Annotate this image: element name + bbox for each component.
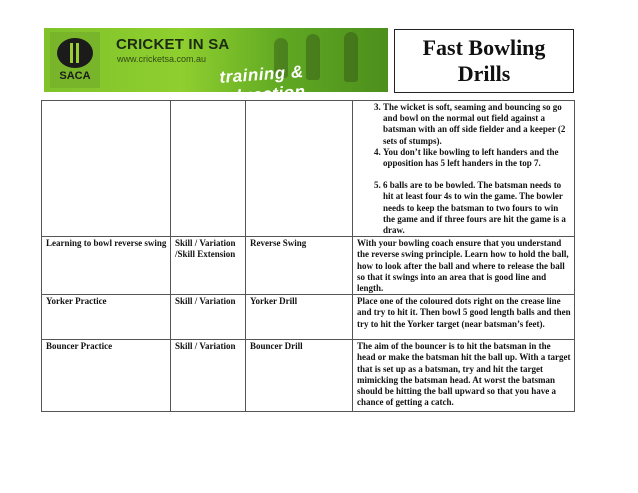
description-cell: With your bowling coach ensure that you understand the reverse swing principle. Learn how to hold the ball, how to look after the ball and where to release the ball so that it swings into an area that is good line and length. (353, 237, 575, 295)
continued-points-list (353, 102, 571, 236)
drills-table (41, 100, 575, 412)
point-item (383, 147, 571, 169)
saca-logo (50, 32, 100, 88)
banner-tagline: training & education (218, 62, 307, 107)
cricket-stumps-icon (57, 38, 93, 68)
activity-cell: Learning to bowl reverse swing (42, 237, 171, 295)
type-cell: Skill / Variation (171, 340, 246, 412)
title-line-2: Drills (457, 61, 511, 86)
description-cell: Place one of the coloured dots right on the crease line and try to hit it. Then bowl 5 good length balls and then try to hit the Yorker target (near batsman’s feet). (353, 295, 575, 340)
brand-name: CRICKET IN SA (116, 36, 230, 53)
table-row-continued (42, 101, 575, 237)
drill-cell: Reverse Swing (246, 237, 353, 295)
description-cell (353, 101, 575, 237)
point-text: 6 balls are to be bowled. The batsman needs to hit at least four 4s to win the game. The bowler needs to keep the batsman to two fours to win the game and if three fours are hit the game is a draw. (383, 180, 566, 236)
header-banner (44, 28, 388, 107)
type-cell: Skill / Variation (171, 295, 246, 340)
activity-cell: Yorker Practice (42, 295, 171, 340)
point-text: You don’t like bowling to left handers and the opposition has 5 left handers in the top 7. (383, 146, 559, 169)
title-line-1: Fast Bowling (422, 35, 546, 60)
activity-cell (42, 101, 171, 237)
type-cell: Skill / Variation /Skill Extension (171, 237, 246, 295)
logo-text: SACA (59, 70, 91, 82)
table-row (42, 295, 575, 340)
brand-url: www.cricketsa.com.au (117, 54, 207, 64)
table-row (42, 237, 575, 295)
table-row (42, 340, 575, 412)
drill-cell: Bouncer Drill (246, 340, 353, 412)
drill-cell: Yorker Drill (246, 295, 353, 340)
drill-cell (246, 101, 353, 237)
point-item (383, 102, 571, 147)
description-cell: The aim of the bouncer is to hit the batsman in the head or make the batsman hit the ball up. With a target that is set up as a batsman, try and hit the target mimicking the batsman head. At worst the batsman should be hitting the ball upward so that you have a chance of getting a catch. (353, 340, 575, 412)
point-text: The wicket is soft, seaming and bouncing so go and bowl on the normal out field against a batsman with an off side fielder and a keeper (2 sets of stumps). (383, 102, 566, 146)
activity-cell: Bouncer Practice (42, 340, 171, 412)
point-item (383, 180, 571, 236)
type-cell (171, 101, 246, 237)
document-title (394, 29, 574, 93)
